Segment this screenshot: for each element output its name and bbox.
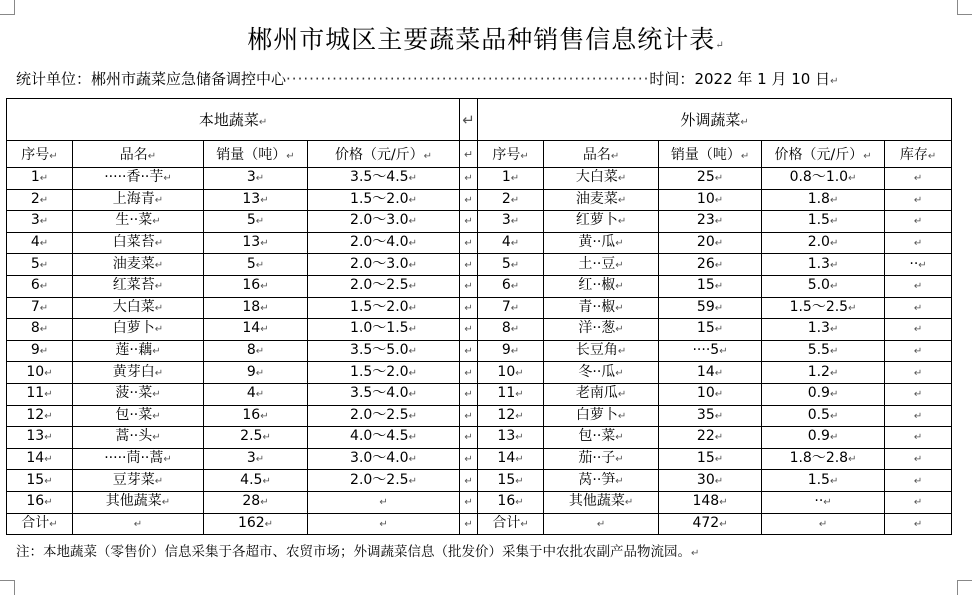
local-volume-cell: 13↵	[204, 189, 308, 211]
local-price-cell: 1.5～2.0↵	[308, 297, 460, 319]
local-seq-cell: 14↵	[7, 448, 73, 470]
local-price-cell: 3.5～4.0↵	[308, 383, 460, 405]
table-row	[7, 448, 952, 470]
local-name-cell: ·····香··芋↵	[73, 168, 204, 190]
leader-dots: ·······························································	[286, 70, 650, 88]
remote-price-cell: ··↵	[762, 491, 885, 513]
local-name-cell: 红菜苔↵	[73, 275, 204, 297]
remote-price-cell: 1.3↵	[762, 319, 885, 341]
remote-volume-cell: 15↵	[659, 448, 762, 470]
remote-seq-cell: 12↵	[478, 405, 544, 427]
local-volume-cell: 8↵	[204, 340, 308, 362]
local-price-cell: 2.0～3.0↵	[308, 254, 460, 276]
local-volume-cell: 5↵	[204, 211, 308, 233]
time-label: 时间：	[649, 70, 695, 88]
remote-volume-cell: 15↵	[659, 319, 762, 341]
local-name-cell: 上海青↵	[73, 189, 204, 211]
local-volume-header: 销量（吨）↵	[204, 141, 308, 168]
remote-volume-cell: 35↵	[659, 405, 762, 427]
local-name-cell: 黄芽白↵	[73, 362, 204, 384]
remote-name-cell: 其他蔬菜↵	[544, 491, 659, 513]
separator-cell: ↵	[460, 168, 478, 190]
local-seq-cell: 16↵	[7, 491, 73, 513]
statistics-meta-line: 统计单位：郴州市蔬菜应急储备调控中心·······························································时间：2022 年 1 月 10 日↵	[16, 70, 839, 88]
separator-cell: ↵	[460, 275, 478, 297]
remote-total-value: 472↵	[659, 513, 762, 535]
table-row	[7, 340, 952, 362]
table-row	[7, 232, 952, 254]
page-corner-top-left	[0, 0, 15, 15]
table-row	[7, 254, 952, 276]
remote-stock-cell: ↵	[885, 405, 952, 427]
remote-seq-cell: 3↵	[478, 211, 544, 233]
remote-stock-cell: ↵	[885, 427, 952, 449]
separator-cell: ↵	[460, 448, 478, 470]
remote-name-cell: 黄··瓜↵	[544, 232, 659, 254]
remote-name-cell: 老南瓜↵	[544, 383, 659, 405]
local-volume-cell: 2.5↵	[204, 427, 308, 449]
remote-volume-cell: 148↵	[659, 491, 762, 513]
separator-cell: ↵	[460, 141, 478, 168]
remote-price-cell: 0.5↵	[762, 405, 885, 427]
local-seq-cell: 7↵	[7, 297, 73, 319]
table-row	[7, 168, 952, 190]
local-price-cell: 1.0～1.5↵	[308, 319, 460, 341]
separator-cell: ↵	[460, 232, 478, 254]
remote-price-cell: 2.0↵	[762, 232, 885, 254]
local-total-label: 合计↵	[7, 513, 73, 535]
unit-value: 郴州市蔬菜应急储备调控中心	[91, 70, 287, 88]
local-price-cell: 4.0～4.5↵	[308, 427, 460, 449]
separator-cell: ↵	[460, 211, 478, 233]
remote-total-label: 合计↵	[478, 513, 544, 535]
local-seq-cell: 13↵	[7, 427, 73, 449]
local-volume-cell: 16↵	[204, 275, 308, 297]
document-title: 郴州市城区主要蔬菜品种销售信息统计表↵	[247, 25, 725, 54]
local-name-cell: 莲··藕↵	[73, 340, 204, 362]
remote-price-cell: 1.2↵	[762, 362, 885, 384]
remote-volume-cell: 23↵	[659, 211, 762, 233]
remote-volume-cell: 20↵	[659, 232, 762, 254]
remote-seq-cell: 1↵	[478, 168, 544, 190]
remote-price-cell: 5.0↵	[762, 275, 885, 297]
local-total-value: 162↵	[204, 513, 308, 535]
local-name-cell: 油麦菜↵	[73, 254, 204, 276]
local-volume-cell: 14↵	[204, 319, 308, 341]
remote-name-cell: 茄··子↵	[544, 448, 659, 470]
remote-stock-cell: ↵	[885, 189, 952, 211]
remote-stock-cell: ··↵	[885, 254, 952, 276]
remote-seq-cell: 8↵	[478, 319, 544, 341]
remote-seq-cell: 13↵	[478, 427, 544, 449]
remote-volume-cell: 59↵	[659, 297, 762, 319]
local-volume-cell: 5↵	[204, 254, 308, 276]
local-price-cell: 3.5～5.0↵	[308, 340, 460, 362]
remote-stock-cell: ↵	[885, 232, 952, 254]
local-price-cell: 3.0～4.0↵	[308, 448, 460, 470]
table-row	[7, 405, 952, 427]
local-volume-cell: 3↵	[204, 448, 308, 470]
table-row	[7, 275, 952, 297]
table-row	[7, 362, 952, 384]
local-seq-cell: 9↵	[7, 340, 73, 362]
remote-total-price-cell: ↵	[762, 513, 885, 535]
remote-group-header: 外调蔬菜↵	[478, 99, 952, 141]
remote-seq-cell: 16↵	[478, 491, 544, 513]
remote-stock-cell: ↵	[885, 362, 952, 384]
unit-label: 统计单位：	[16, 70, 92, 88]
local-seq-cell: 1↵	[7, 168, 73, 190]
separator-cell: ↵	[460, 340, 478, 362]
table-row	[7, 383, 952, 405]
local-volume-cell: 16↵	[204, 405, 308, 427]
local-seq-header: 序号↵	[7, 141, 73, 168]
page-corner-bottom-left	[0, 580, 15, 595]
remote-name-cell: 冬··瓜↵	[544, 362, 659, 384]
remote-name-cell: 土··豆↵	[544, 254, 659, 276]
remote-stock-header: 库存↵	[885, 141, 952, 168]
remote-total-name-cell: ↵	[544, 513, 659, 535]
local-name-cell: 豆芽菜↵	[73, 470, 204, 492]
remote-price-cell: 1.5↵	[762, 470, 885, 492]
remote-name-cell: 长豆角↵	[544, 340, 659, 362]
remote-volume-cell: 25↵	[659, 168, 762, 190]
local-volume-cell: 4↵	[204, 383, 308, 405]
local-volume-cell: 28↵	[204, 491, 308, 513]
remote-name-cell: 洋··葱↵	[544, 319, 659, 341]
local-name-cell: 蒿··头↵	[73, 427, 204, 449]
local-seq-cell: 11↵	[7, 383, 73, 405]
total-row	[7, 513, 952, 535]
remote-volume-cell: 10↵	[659, 383, 762, 405]
local-name-cell: 其他蔬菜↵	[73, 491, 204, 513]
local-seq-cell: 4↵	[7, 232, 73, 254]
separator-cell: ↵	[460, 254, 478, 276]
local-group-header: 本地蔬菜↵	[7, 99, 460, 141]
remote-volume-cell: ····5↵	[659, 340, 762, 362]
remote-total-stock-cell: ↵	[885, 513, 952, 535]
footnote: 注：本地蔬菜（零售价）信息采集于各超市、农贸市场；外调蔬菜信息（批发价）采集于中农批农副产品物流园。↵	[16, 544, 700, 560]
remote-seq-cell: 11↵	[478, 383, 544, 405]
remote-seq-cell: 9↵	[478, 340, 544, 362]
table-row	[7, 470, 952, 492]
remote-stock-cell: ↵	[885, 319, 952, 341]
remote-stock-cell: ↵	[885, 168, 952, 190]
local-seq-cell: 15↵	[7, 470, 73, 492]
remote-name-cell: 包··菜↵	[544, 427, 659, 449]
local-price-cell: 2.0～2.5↵	[308, 470, 460, 492]
remote-stock-cell: ↵	[885, 383, 952, 405]
vegetable-sales-table	[6, 98, 952, 535]
table-row	[7, 319, 952, 341]
remote-price-cell: 1.8↵	[762, 189, 885, 211]
local-seq-cell: 2↵	[7, 189, 73, 211]
time-value: 2022 年 1 月 10 日	[694, 70, 831, 88]
remote-name-cell: 白萝卜↵	[544, 405, 659, 427]
local-price-cell: 1.5～2.0↵	[308, 362, 460, 384]
remote-volume-header: 销量（吨）↵	[659, 141, 762, 168]
remote-seq-header: 序号↵	[478, 141, 544, 168]
remote-seq-cell: 15↵	[478, 470, 544, 492]
local-price-header: 价格（元/斤）↵	[308, 141, 460, 168]
local-name-header: 品名↵	[73, 141, 204, 168]
remote-volume-cell: 22↵	[659, 427, 762, 449]
separator-cell: ↵	[460, 189, 478, 211]
separator-cell: ↵	[460, 319, 478, 341]
remote-price-cell: 1.5～2.5↵	[762, 297, 885, 319]
remote-price-cell: 0.8～1.0↵	[762, 168, 885, 190]
remote-name-header: 品名↵	[544, 141, 659, 168]
remote-seq-cell: 5↵	[478, 254, 544, 276]
remote-seq-cell: 6↵	[478, 275, 544, 297]
remote-seq-cell: 2↵	[478, 189, 544, 211]
remote-stock-cell: ↵	[885, 211, 952, 233]
local-name-cell: 大白菜↵	[73, 297, 204, 319]
separator-cell: ↵	[460, 99, 478, 141]
local-price-cell: 2.0～2.5↵	[308, 405, 460, 427]
remote-name-cell: 莴··笋↵	[544, 470, 659, 492]
remote-price-cell: 0.9↵	[762, 383, 885, 405]
remote-price-header: 价格（元/斤）↵	[762, 141, 885, 168]
remote-name-cell: 青··椒↵	[544, 297, 659, 319]
local-name-cell: 包··菜↵	[73, 405, 204, 427]
remote-name-cell: 红··椒↵	[544, 275, 659, 297]
local-seq-cell: 8↵	[7, 319, 73, 341]
local-name-cell: ·····茼··蒿↵	[73, 448, 204, 470]
remote-stock-cell: ↵	[885, 470, 952, 492]
separator-cell: ↵	[460, 362, 478, 384]
remote-volume-cell: 26↵	[659, 254, 762, 276]
table-row	[7, 189, 952, 211]
remote-stock-cell: ↵	[885, 340, 952, 362]
local-volume-cell: 9↵	[204, 362, 308, 384]
local-seq-cell: 5↵	[7, 254, 73, 276]
local-volume-cell: 3↵	[204, 168, 308, 190]
local-name-cell: 生··菜↵	[73, 211, 204, 233]
local-price-cell: 2.0～2.5↵	[308, 275, 460, 297]
local-price-cell: 2.0～3.0↵	[308, 211, 460, 233]
local-volume-cell: 13↵	[204, 232, 308, 254]
remote-name-cell: 红萝卜↵	[544, 211, 659, 233]
remote-stock-cell: ↵	[885, 491, 952, 513]
remote-volume-cell: 30↵	[659, 470, 762, 492]
local-price-cell: 2.0～4.0↵	[308, 232, 460, 254]
local-seq-cell: 10↵	[7, 362, 73, 384]
remote-stock-cell: ↵	[885, 297, 952, 319]
local-seq-cell: 6↵	[7, 275, 73, 297]
local-total-name-cell: ↵	[73, 513, 204, 535]
local-volume-cell: 4.5↵	[204, 470, 308, 492]
local-price-cell: 1.5～2.0↵	[308, 189, 460, 211]
column-header-row	[7, 141, 952, 168]
remote-stock-cell: ↵	[885, 275, 952, 297]
remote-seq-cell: 4↵	[478, 232, 544, 254]
separator-cell: ↵	[460, 470, 478, 492]
local-name-cell: 菠··菜↵	[73, 383, 204, 405]
table-row	[7, 211, 952, 233]
remote-price-cell: 0.9↵	[762, 427, 885, 449]
remote-price-cell: 1.8～2.8↵	[762, 448, 885, 470]
local-seq-cell: 3↵	[7, 211, 73, 233]
table-row	[7, 427, 952, 449]
local-volume-cell: 18↵	[204, 297, 308, 319]
remote-volume-cell: 15↵	[659, 275, 762, 297]
local-price-cell: 3.5～4.5↵	[308, 168, 460, 190]
table-row	[7, 297, 952, 319]
separator-cell: ↵	[460, 513, 478, 535]
separator-cell: ↵	[460, 491, 478, 513]
local-name-cell: 白菜苔↵	[73, 232, 204, 254]
remote-stock-cell: ↵	[885, 448, 952, 470]
remote-seq-cell: 14↵	[478, 448, 544, 470]
remote-price-cell: 1.5↵	[762, 211, 885, 233]
remote-price-cell: 5.5↵	[762, 340, 885, 362]
local-price-cell: ↵	[308, 491, 460, 513]
separator-cell: ↵	[460, 383, 478, 405]
remote-volume-cell: 14↵	[659, 362, 762, 384]
separator-cell: ↵	[460, 297, 478, 319]
remote-seq-cell: 7↵	[478, 297, 544, 319]
local-name-cell: 白萝卜↵	[73, 319, 204, 341]
local-total-price-cell: ↵	[308, 513, 460, 535]
remote-price-cell: 1.3↵	[762, 254, 885, 276]
local-seq-cell: 12↵	[7, 405, 73, 427]
remote-name-cell: 油麦菜↵	[544, 189, 659, 211]
remote-volume-cell: 10↵	[659, 189, 762, 211]
separator-cell: ↵	[460, 405, 478, 427]
page-corner-top-right	[957, 0, 972, 15]
group-header-row	[7, 99, 952, 141]
remote-name-cell: 大白菜↵	[544, 168, 659, 190]
separator-cell: ↵	[460, 427, 478, 449]
page-corner-bottom-right	[957, 580, 972, 595]
table-row	[7, 491, 952, 513]
remote-seq-cell: 10↵	[478, 362, 544, 384]
